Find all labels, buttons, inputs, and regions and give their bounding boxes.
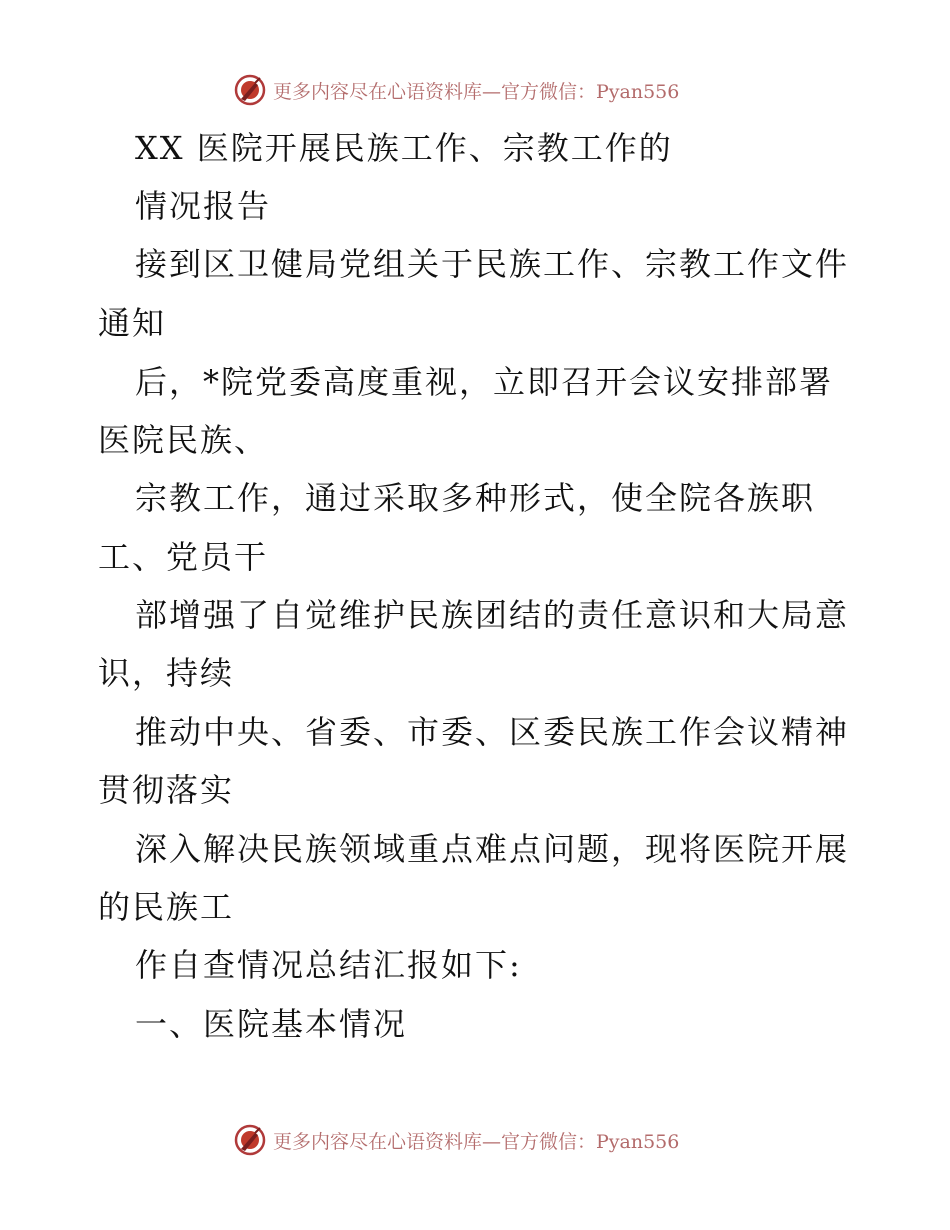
section-heading: 一、医院基本情况 — [135, 1005, 408, 1043]
header-watermark — [233, 70, 679, 110]
paragraph-line: 宗教工作，通过采取多种形式，使全院各族职 — [135, 479, 816, 517]
paragraph-line: 接到区卫健局党组关于民族工作、宗教工作文件 — [135, 245, 850, 283]
paragraph-line: 部增强了自觉维护民族团结的责任意识和大局意 — [135, 596, 850, 634]
paragraph-line: 深入解决民族领域重点难点问题，现将医院开展 — [135, 830, 850, 868]
paragraph-line: 贯彻落实 — [98, 771, 235, 809]
paragraph-line: 作自查情况总结汇报如下: — [135, 946, 522, 984]
paragraph-line: 的民族工 — [98, 888, 235, 926]
paragraph-line: 推动中央、省委、市委、区委民族工作会议精神 — [135, 713, 850, 751]
paragraph-line: 工、党员干 — [98, 538, 269, 576]
paragraph-line: 后，*院党委高度重视，立即召开会议安排部署 — [135, 363, 834, 401]
banner-text: 更多内容尽在心语资料库—官方微信：Pyan556 — [273, 1130, 680, 1153]
paragraph-line: 通知 — [98, 304, 167, 342]
banner-text: 更多内容尽在心语资料库—官方微信：Pyan556 — [273, 80, 680, 103]
paragraph-line: 医院民族、 — [98, 421, 269, 459]
paragraph-line: 识，持续 — [98, 654, 235, 692]
title-line-2: 情况报告 — [135, 187, 272, 225]
quill-pen-logo-icon — [233, 1123, 267, 1157]
title-line-1: XX 医院开展民族工作、宗教工作的 — [135, 129, 673, 167]
quill-pen-logo-icon — [233, 73, 267, 107]
footer-watermark — [233, 1120, 679, 1160]
